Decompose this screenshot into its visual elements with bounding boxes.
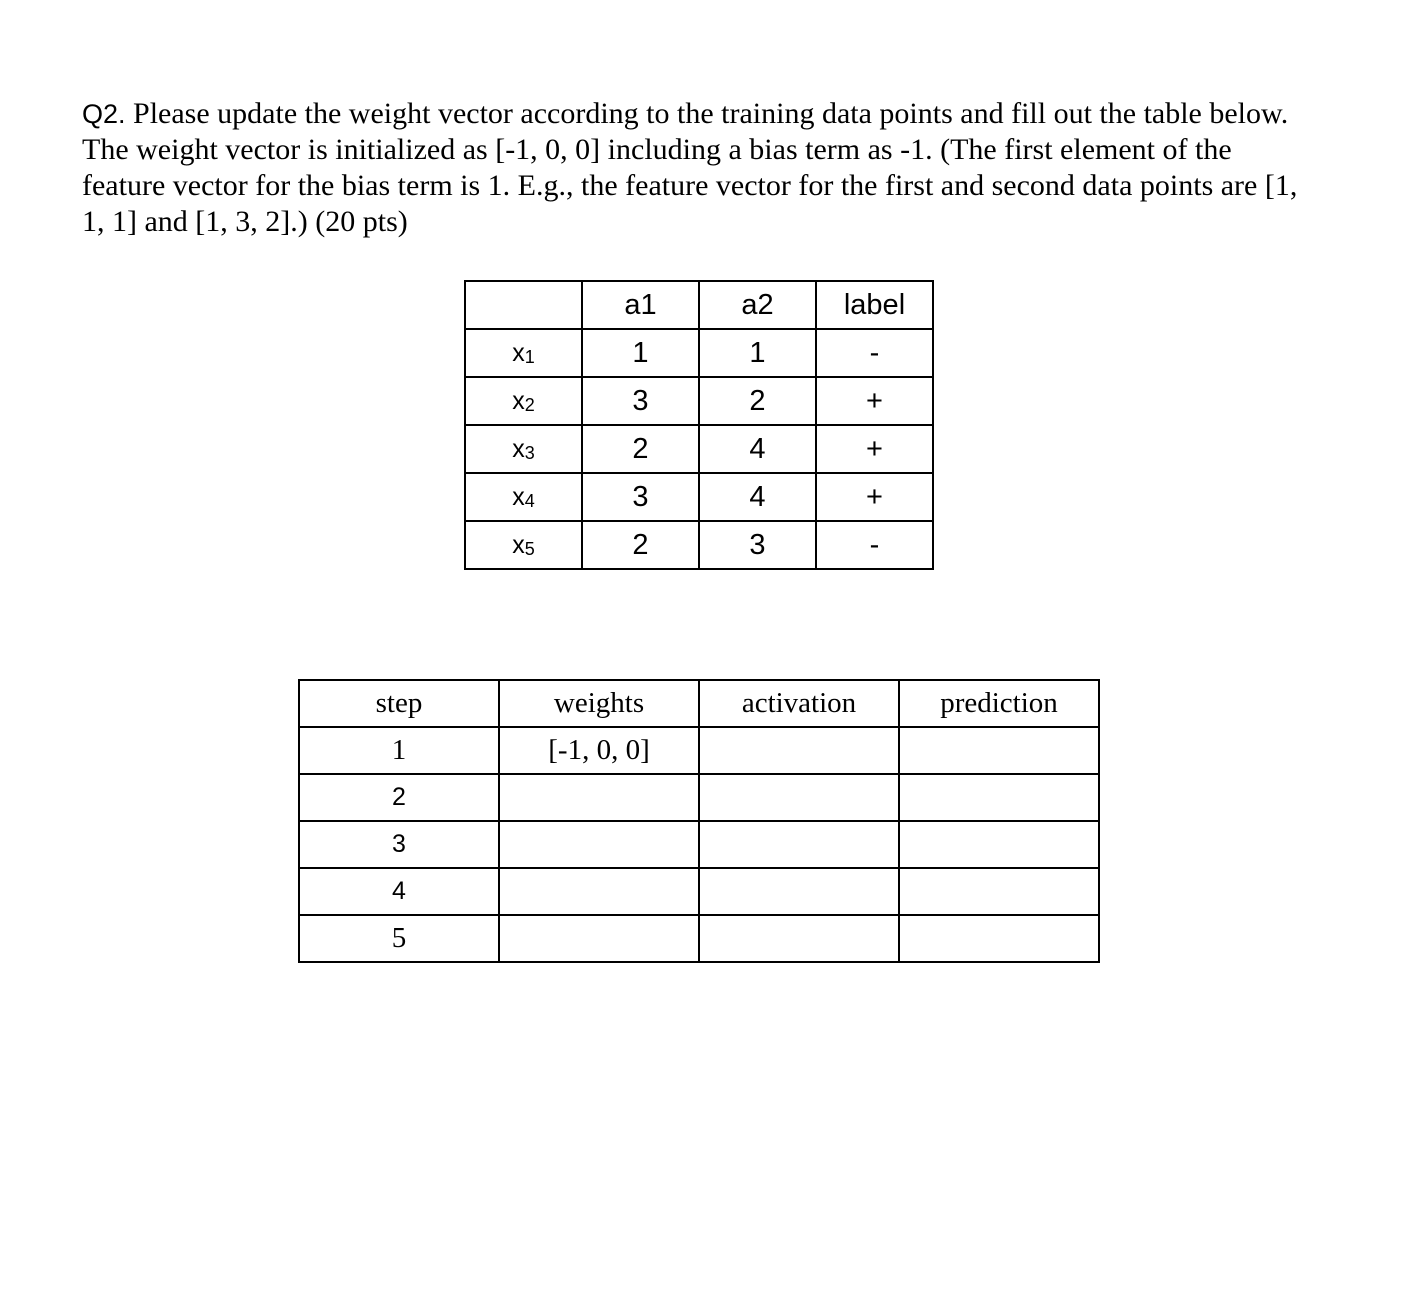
cell-step: 3	[299, 821, 499, 868]
table-row	[299, 774, 1099, 821]
cell-weights	[499, 915, 699, 962]
header-cell-weights: weights	[499, 680, 699, 727]
header-cell-step: step	[299, 680, 499, 727]
header-cell-activation: activation	[699, 680, 899, 727]
cell-prediction	[899, 868, 1099, 915]
table-header-row	[299, 680, 1099, 727]
header-cell-a1: a1	[582, 281, 699, 329]
cell-a1: 3	[582, 377, 699, 425]
weight-update-table	[298, 679, 1100, 963]
table-row	[465, 473, 933, 521]
cell-step: 4	[299, 868, 499, 915]
header-cell-a2: a2	[699, 281, 816, 329]
question-body: Please update the weight vector according to the training data points and fill out the table below. The weight vector is initialized as [-1, 0, 0] including a bias term as -1. (The first element of the feature vector for the bias term is 1. E.g., the feature vector for the first and second data points are [1, 1, 1] and [1, 3, 2].) (20 pts)	[82, 97, 1298, 238]
cell-activation	[699, 727, 899, 774]
cell-step: 5	[299, 915, 499, 962]
cell-a2: 4	[699, 473, 816, 521]
cell-prediction	[899, 727, 1099, 774]
cell-weights	[499, 774, 699, 821]
cell-weights	[499, 868, 699, 915]
point-label: $x_2$	[465, 377, 582, 425]
cell-prediction	[899, 821, 1099, 868]
point-label: $x_1$	[465, 329, 582, 377]
point-label: $x_4$	[465, 473, 582, 521]
cell-a2: 3	[699, 521, 816, 569]
training-data-table	[464, 280, 934, 570]
cell-prediction	[899, 774, 1099, 821]
table-row	[299, 915, 1099, 962]
table-row	[465, 329, 933, 377]
header-cell-label: label	[816, 281, 933, 329]
cell-a1: 2	[582, 425, 699, 473]
table-row	[465, 521, 933, 569]
cell-label: +	[816, 473, 933, 521]
table-header-row	[465, 281, 933, 329]
table-row	[299, 821, 1099, 868]
header-cell-blank	[465, 281, 582, 329]
cell-label: -	[816, 329, 933, 377]
table-row	[465, 377, 933, 425]
cell-a1: 3	[582, 473, 699, 521]
cell-label: -	[816, 521, 933, 569]
cell-a2: 4	[699, 425, 816, 473]
cell-weights	[499, 821, 699, 868]
cell-activation	[699, 915, 899, 962]
question-number: Q2.	[82, 99, 126, 129]
cell-a1: 2	[582, 521, 699, 569]
cell-prediction	[899, 915, 1099, 962]
cell-a2: 1	[699, 329, 816, 377]
table-row	[299, 727, 1099, 774]
cell-activation	[699, 774, 899, 821]
cell-a2: 2	[699, 377, 816, 425]
point-label: $x_5$	[465, 521, 582, 569]
cell-a1: 1	[582, 329, 699, 377]
cell-activation	[699, 821, 899, 868]
cell-activation	[699, 868, 899, 915]
cell-step: 1	[299, 727, 499, 774]
question-text-block	[82, 96, 1322, 240]
cell-weights: [-1, 0, 0]	[499, 727, 699, 774]
table-row	[465, 425, 933, 473]
cell-label: +	[816, 425, 933, 473]
cell-step: 2	[299, 774, 499, 821]
header-cell-prediction: prediction	[899, 680, 1099, 727]
table-row	[299, 868, 1099, 915]
point-label: $x_3$	[465, 425, 582, 473]
cell-label: +	[816, 377, 933, 425]
